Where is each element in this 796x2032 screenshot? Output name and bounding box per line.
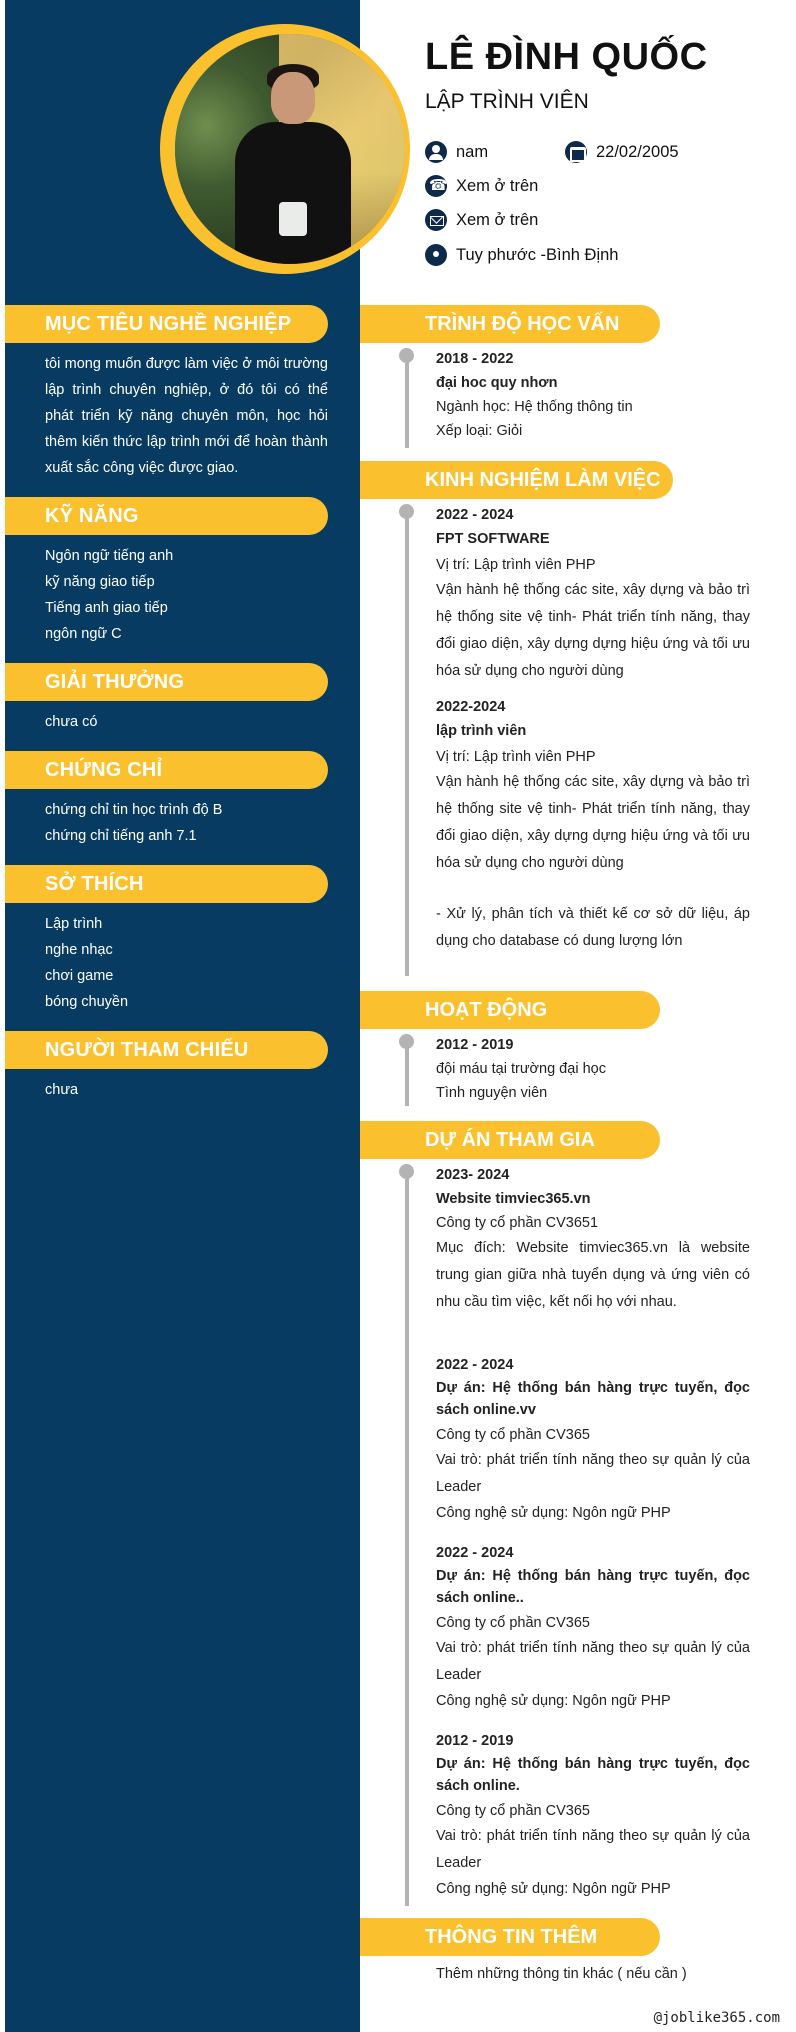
address-row	[425, 244, 619, 266]
project-role: Vai trò: phát triển tính năng theo sự quản lý của Leader	[436, 1828, 750, 1871]
experience-period: 2022-2024	[436, 699, 506, 715]
hobby-item: bóng chuyền	[45, 994, 129, 1010]
timeline-dot	[399, 504, 414, 519]
certificate-item: chứng chỉ tiếng anh 7.1	[45, 828, 197, 844]
hobby-item: nghe nhạc	[45, 942, 113, 958]
education-timeline	[405, 352, 409, 448]
skill-item: Tiếng anh giao tiếp	[45, 600, 168, 616]
project-name: Dự án: Hệ thống bán hàng trực tuyến, đọc sách online.vv	[436, 1380, 750, 1418]
project-period: 2023- 2024	[436, 1167, 510, 1183]
reference-item: chưa	[45, 1082, 79, 1098]
project-name: Dự án: Hệ thống bán hàng trực tuyến, đọc sách online..	[436, 1568, 750, 1606]
project-tech: Công nghệ sử dụng: Ngôn ngữ PHP	[436, 1505, 671, 1521]
activity-period: 2012 - 2019	[436, 1037, 514, 1053]
award-item: chưa có	[45, 714, 98, 730]
projects-title: DỰ ÁN THAM GIA	[360, 1121, 660, 1159]
experience-position: Vị trí: Lập trình viên PHP	[436, 749, 596, 765]
project-description: Mục đích: Website timviec365.vn là website trung gian giữa nhà tuyển dụng và ứng viên có nhu cầu tìm việc, kết nối họ với nhau.	[436, 1240, 750, 1310]
education-title: TRÌNH ĐỘ HỌC VẤN	[360, 305, 660, 343]
timeline-dot	[399, 348, 414, 363]
project-entry	[436, 1353, 750, 1525]
project-company: Công ty cổ phần CV365	[436, 1615, 590, 1631]
project-role: Vai trò: phát triển tính năng theo sự quản lý của Leader	[436, 1640, 750, 1683]
objective-title: MỤC TIÊU NGHỀ NGHIỆP	[5, 305, 328, 343]
address-value: Tuy phước -Bình Định	[456, 245, 619, 264]
phone-value: Xem ở trên	[456, 176, 539, 195]
experience-company: lập trình viên	[436, 723, 527, 739]
experience-description: Vận hành hệ thống các site, xây dựng và bảo trì hệ thống site vệ tinh- Phát triển tính năng, thay đổi giao diện, xây dựng dựng hiệu ứng và tối ưu hóa sử dụng cho người dùng	[436, 774, 750, 871]
experience-position: Vị trí: Lập trình viên PHP	[436, 557, 596, 573]
project-name: Website timviec365.vn	[436, 1191, 591, 1207]
skills-title: KỸ NĂNG	[5, 497, 328, 535]
project-entry	[436, 1163, 750, 1316]
gender-row	[425, 141, 488, 163]
skill-item: ngôn ngữ C	[45, 626, 122, 642]
project-entry	[436, 1541, 750, 1713]
experience-company: FPT SOFTWARE	[436, 531, 550, 547]
skill-item: Ngôn ngữ tiếng anh	[45, 548, 174, 564]
education-entry	[436, 347, 750, 443]
email-value: Xem ở trên	[456, 210, 539, 229]
education-major: Ngành học: Hệ thống thông tin	[436, 399, 633, 415]
user-icon	[425, 141, 447, 163]
experience-description: Vận hành hệ thống các site, xây dựng và bảo trì hệ thống site vệ tinh- Phát triển tính năng, thay đổi giao diện, xây dựng dựng hiệu ứng và tối ưu hóa sử dụng cho người dùng	[436, 582, 750, 679]
additional-entry	[436, 1962, 750, 1986]
calendar-icon	[565, 141, 587, 163]
project-period: 2022 - 2024	[436, 1545, 514, 1561]
experience-entry	[436, 695, 750, 955]
references-section	[5, 1031, 360, 1103]
education-grade: Xếp loại: Giỏi	[436, 423, 523, 439]
birthday-row	[565, 141, 679, 163]
skill-item: kỹ năng giao tiếp	[45, 574, 155, 590]
activity-name: đội máu tại trường đại học	[436, 1061, 606, 1077]
avatar-frame	[160, 24, 410, 274]
hobbies-title: SỞ THÍCH	[5, 865, 328, 903]
experience-extra: - Xử lý, phân tích và thiết kế cơ sở dữ liệu, áp dụng cho database có dung lượng lớn	[436, 906, 750, 949]
certificates-title: CHỨNG CHỈ	[5, 751, 328, 789]
phone-icon	[425, 175, 447, 197]
mail-icon	[425, 209, 447, 231]
experience-period: 2022 - 2024	[436, 507, 514, 523]
projects-timeline	[405, 1168, 409, 1906]
awards-section	[5, 663, 360, 735]
profile-role: LẬP TRÌNH VIÊN	[425, 90, 589, 113]
objective-section	[5, 305, 360, 481]
activity-entry	[436, 1033, 750, 1105]
email-row	[425, 209, 538, 231]
awards-title: GIẢI THƯỞNG	[5, 663, 328, 701]
hobby-item: chơi game	[45, 968, 114, 984]
activity-role: Tình nguyện viên	[436, 1085, 548, 1101]
project-company: Công ty cổ phần CV365	[436, 1803, 590, 1819]
location-pin-icon	[425, 244, 447, 266]
experience-title: KINH NGHIỆM LÀM VIỆC	[360, 461, 673, 499]
additional-title: THÔNG TIN THÊM	[360, 1918, 660, 1956]
objective-text: tôi mong muốn được làm việc ở môi trường lập trình chuyên nghiệp, ở đó tôi có thể phát triển kỹ năng chuyên môn, học hỏi thêm kiến thức lập trình mới để hoàn thành xuất sắc công việc được giao.	[45, 356, 328, 476]
timeline-dot	[399, 1034, 414, 1049]
project-entry	[436, 1729, 750, 1901]
watermark: @joblike365.com	[653, 2010, 780, 2026]
timeline-dot	[399, 1164, 414, 1179]
gender-value: nam	[456, 142, 489, 161]
education-school: đại hoc quy nhơn	[436, 375, 558, 391]
birthday-value: 22/02/2005	[596, 142, 679, 161]
education-period: 2018 - 2022	[436, 351, 514, 367]
additional-text: Thêm những thông tin khác ( nếu cần )	[436, 1966, 687, 1982]
hobby-item: Lập trình	[45, 916, 103, 932]
project-role: Vai trò: phát triển tính năng theo sự quản lý của Leader	[436, 1452, 750, 1495]
activities-title: HOẠT ĐỘNG	[360, 991, 660, 1029]
project-period: 2012 - 2019	[436, 1733, 514, 1749]
certificate-item: chứng chỉ tin học trình độ B	[45, 802, 223, 818]
avatar-photo	[175, 34, 405, 264]
hobbies-section	[5, 865, 360, 1015]
references-title: NGƯỜI THAM CHIẾU	[5, 1031, 328, 1069]
experience-entry	[436, 503, 750, 685]
profile-name: LÊ ĐÌNH QUỐC	[425, 36, 708, 78]
certificates-section	[5, 751, 360, 849]
phone-row	[425, 175, 538, 197]
project-period: 2022 - 2024	[436, 1357, 514, 1373]
experience-timeline	[405, 508, 409, 976]
project-name: Dự án: Hệ thống bán hàng trực tuyến, đọc sách online.	[436, 1756, 750, 1794]
project-tech: Công nghệ sử dụng: Ngôn ngữ PHP	[436, 1693, 671, 1709]
project-tech: Công nghệ sử dụng: Ngôn ngữ PHP	[436, 1881, 671, 1897]
project-company: Công ty cổ phần CV3651	[436, 1215, 599, 1231]
skills-section	[5, 497, 360, 647]
project-company: Công ty cổ phần CV365	[436, 1427, 590, 1443]
